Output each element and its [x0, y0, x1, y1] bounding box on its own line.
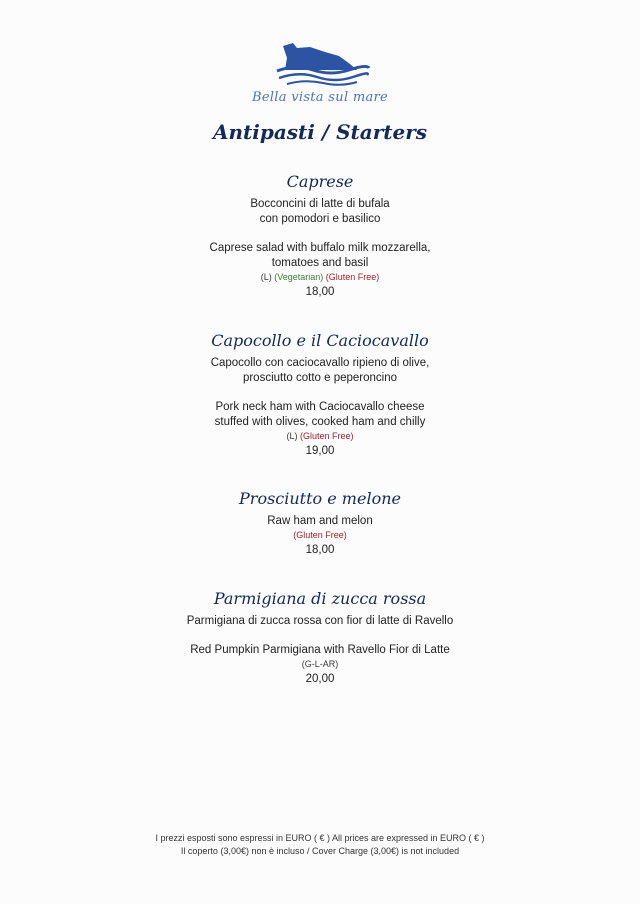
dish-price: 18,00: [305, 286, 335, 298]
footer-cover-charge: Il coperto (3,00€) non è incluso / Cover Charge (3,00€) is not included: [180, 846, 460, 856]
dish-description-it: Parmigiana di zucca rossa con fior di latte di Ravello: [186, 615, 454, 627]
tag-vegetarian: (Vegetarian): [274, 272, 324, 282]
dish-description-en: tomatoes and basil: [271, 257, 369, 269]
dish-capocollo: [0, 331, 640, 459]
dish-parmigiana: [0, 589, 640, 687]
tag-gluten-free: (Gluten Free): [299, 431, 354, 441]
dish-description-en: Pork neck ham with Caciocavallo cheese: [215, 401, 425, 413]
footer: [0, 832, 640, 858]
tag-lactose: (L): [260, 272, 272, 282]
footer-prices-note: I prezzi esposti sono espressi in EURO ( € ) All prices are expressed in EURO ( € ): [155, 833, 485, 843]
dish-prosciutto: [0, 489, 640, 558]
dish-price: 20,00: [305, 673, 335, 685]
dish-caprese: [0, 172, 640, 300]
logo: [0, 38, 640, 105]
dish-description-en: Caprese salad with buffalo milk mozzarella,: [209, 242, 431, 254]
dish-description-en: Raw ham and melon: [267, 515, 373, 527]
tag-lactose: (L): [286, 431, 298, 441]
dish-name: Caprese: [286, 172, 354, 191]
tag-gluten-free: (Gluten Free): [293, 530, 347, 540]
dish-name: Prosciutto e melone: [239, 489, 401, 508]
dish-name: Capocollo e il Caciocavallo: [211, 331, 429, 350]
dish-description-it: con pomodori e basilico: [259, 213, 381, 225]
dish-description-it: prosciutto cotto e peperoncino: [242, 372, 398, 384]
dish-tags: [0, 529, 640, 542]
dish-price: 18,00: [305, 544, 335, 556]
dish-price: 19,00: [305, 445, 335, 457]
page-title: Antipasti / Starters: [212, 120, 428, 144]
dish-tags: [0, 271, 640, 284]
dish-description-it: Capocollo con caciocavallo ripieno di olive,: [210, 357, 430, 369]
tag-gluten-free: (Gluten Free): [325, 272, 380, 282]
logo-wave-icon: [265, 38, 375, 88]
dish-tags: [0, 430, 640, 443]
dish-description-en: stuffed with olives, cooked ham and chilly: [214, 416, 426, 428]
dish-tags: (G-L-AR): [301, 659, 339, 669]
dish-description-it: Bocconcini di latte di bufala: [250, 198, 390, 210]
brand-name: Bella vista sul mare: [251, 90, 389, 105]
dish-name: Parmigiana di zucca rossa: [213, 589, 427, 608]
dish-description-en: Red Pumpkin Parmigiana with Ravello Fior di Latte: [190, 644, 450, 656]
